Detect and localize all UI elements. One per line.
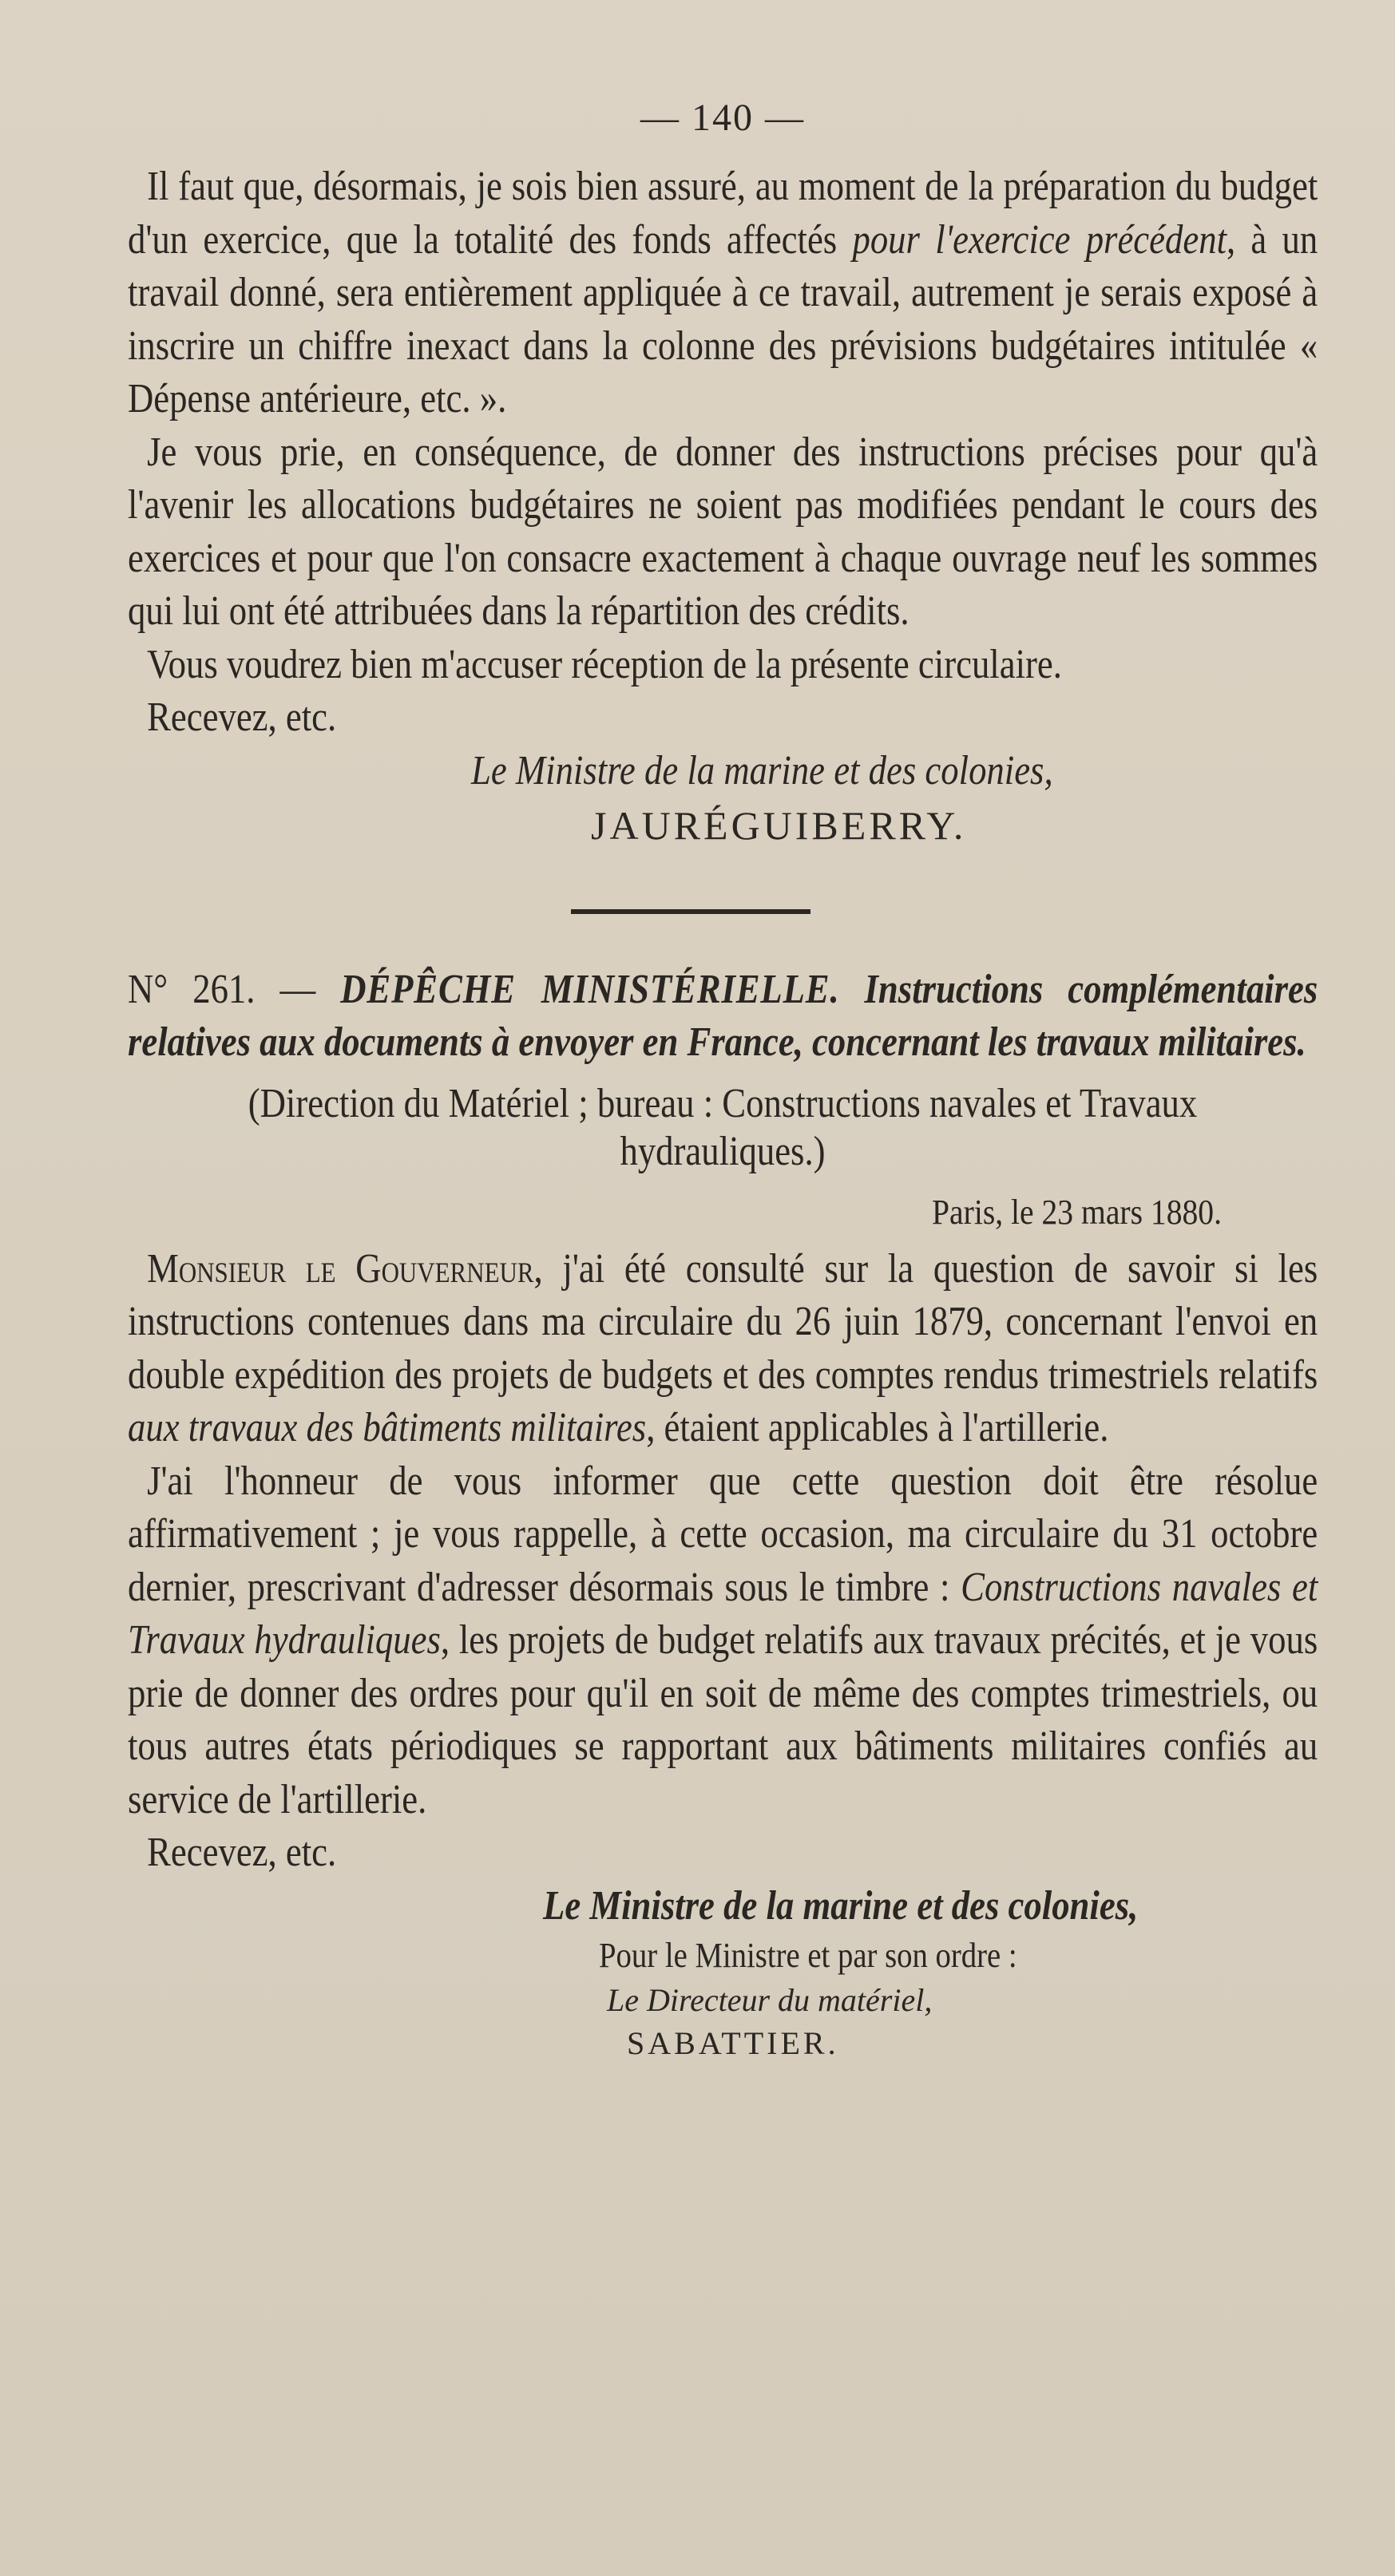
italic-phrase: Constructions navales et Travaux hydrauliques (128, 1564, 1318, 1663)
dispatch-direction: (Direction du Matériel ; bureau : Constructions navales et Travaux hydrauliques.) (248, 1080, 1198, 1174)
paragraph-text: , à un travail donné, sera entièrement appliquée à ce travail, autrement je serais exposé à inscrire un chiffre inexact dans la colonne des prévisions budgétaires intitulée « Dépense antérieure, etc. ». (128, 216, 1318, 421)
signature-order: Pour le Ministre et par son ordre : (599, 1935, 1017, 1975)
salutation: Monsieur le Gouverneur, (147, 1245, 543, 1292)
signature-name: SABATTIER. (627, 2024, 839, 2061)
paragraph-text: , les projets de budget relatifs aux travaux précités, et je vous prie de donner des ordres pour qu'il en soit de même des comptes trimestriels, ou tous autres états périodiques se rapportant aux bâtiments militaires confiés au service de l'artillerie. (128, 1617, 1318, 1822)
paragraph-text: , étaient applicables à l'artillerie. (646, 1405, 1109, 1450)
paragraph-acknowledge: Vous voudrez bien m'accuser réception de la présente circulaire. (147, 641, 1062, 687)
paragraph-text: J'ai l'honneur de vous informer que cette question doit être résolue affirmativement ; je vous rappelle, à cette occasion, ma circulaire du 31 octobre dernier, prescrivant d'adresser désormais sous le timbre : (128, 1458, 1318, 1610)
dispatch-subject: Instructions complémentaires relatives aux documents à envoyer en France, concernant les travaux militaires. (128, 966, 1318, 1065)
place-date: Paris, le 23 mars 1880. (932, 1192, 1222, 1232)
page-content (128, 96, 1318, 2065)
paragraph-text: j'ai été consulté sur la question de savoir si les instructions contenues dans ma circulaire du 26 juin 1879, concernant l'envoi en double expédition des projets de budgets et des comptes rendus trimestriels relatifs (128, 1245, 1318, 1398)
paragraph-budget-assurance (128, 160, 1318, 426)
paragraph-answer (128, 1455, 1318, 1827)
paragraph-consultation (128, 1243, 1318, 1455)
closing-formula: Recevez, etc. (147, 1830, 337, 1875)
paragraph-instructions: Je vous prie, en conséquence, de donner des instructions précises pour qu'à l'avenir les allocations budgétaires ne soient pas modifiées pendant le cours des exercices et pour que l'on consacre exactement à chaque ouvrage neuf les sommes qui lui ont été attribuées dans la répartition des crédits. (128, 429, 1318, 634)
italic-phrase: pour l'exercice précédent (852, 216, 1227, 263)
section-divider (571, 909, 810, 914)
dispatch-number: N° 261. — (128, 966, 341, 1012)
dispatch-heading (128, 964, 1318, 1069)
signature-title: Le Ministre de la marine et des colonies, (471, 747, 1053, 793)
signature-title: Le Ministre de la marine et des colonies, (543, 1882, 1139, 1929)
page-number: — 140 — (640, 97, 805, 139)
signature-director: Le Directeur du matériel, (607, 1981, 933, 2018)
signature-name: JAURÉGUIBERRY. (591, 802, 967, 848)
dispatch-type: DÉPÊCHE MINISTÉRIELLE. (340, 966, 840, 1012)
closing-formula: Recevez, etc. (147, 694, 337, 740)
paragraph-text: Il faut que, désormais, je sois bien assuré, au moment de la préparation du budget d'un exercice, que la totalité des fonds affectés (128, 164, 1318, 263)
signature-block (128, 745, 1318, 853)
signature-block (128, 1880, 1318, 2065)
italic-phrase: aux travaux des bâtiments militaires (128, 1405, 647, 1450)
